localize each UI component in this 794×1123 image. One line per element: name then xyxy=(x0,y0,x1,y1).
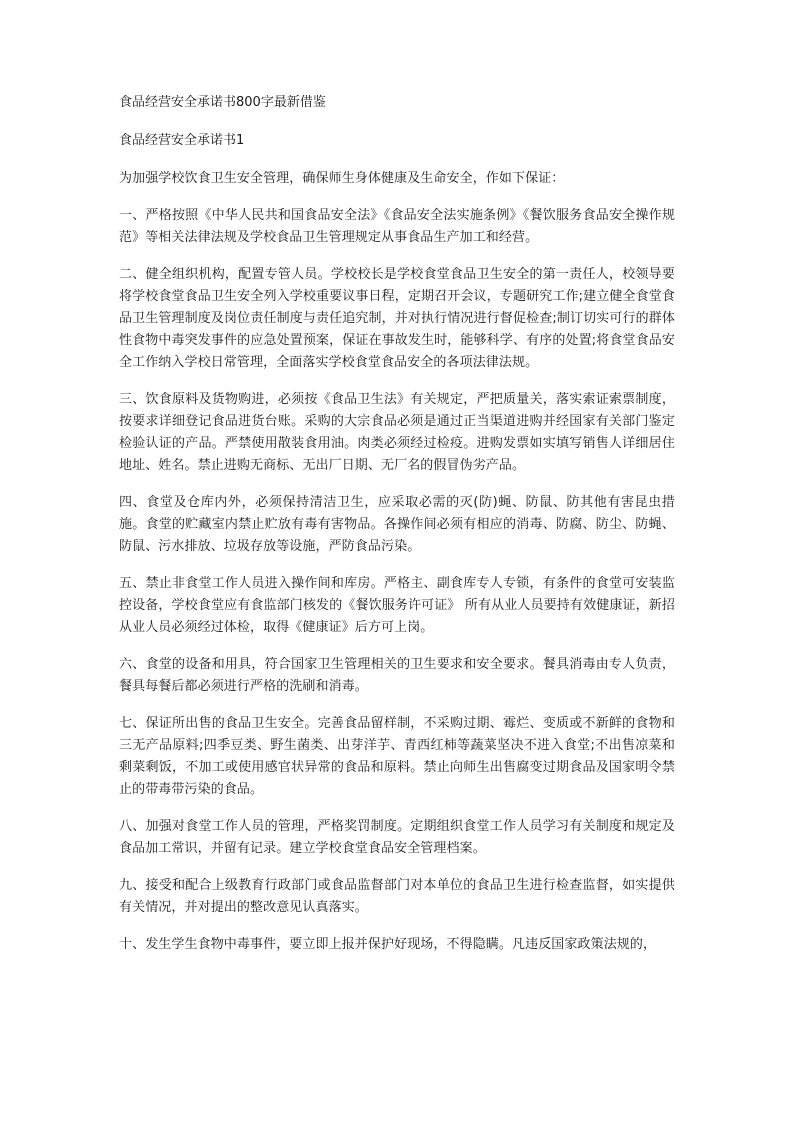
clause-7-paragraph: 七、保证所出售的食品卫生安全。完善食品留样制，不采购过期、霉烂、变质或不新鲜的食物和三无产品原料;四季豆类、野生菌类、出芽洋芋、青西红柿等蔬菜坚决不进入食堂;不出售凉菜和剩菜剩饭，不加工或使用感官状异常的食品和原料。禁止向师生出售腐变过期食品及国家明令禁止的带毒带污染的食品。 xyxy=(119,716,675,797)
clause-6-paragraph: 六、食堂的设备和用具，符合国家卫生管理相关的卫生要求和安全要求。餐具消毒由专人负责，餐具每餐后都必须进行严格的洗刷和消毒。 xyxy=(119,657,675,694)
clause-4-paragraph: 四、食堂及仓库内外，必须保持清洁卫生，应采取必需的灭(防)蝇、防鼠、防其他有害昆虫措施。食堂的贮藏室内禁止贮放有毒有害物品。各操作间必须有相应的消毒、防腐、防尘、防蝇、防鼠、污水排放、垃圾存放等设施，严防食品污染。 xyxy=(119,495,675,554)
clause-3-paragraph: 三、饮食原料及货物购进，必须按《食品卫生法》有关规定，严把质量关，落实索证索票制度，按要求详细登记食品进货台账。采购的大宗食品必须是通过正当渠道进购并经国家有关部门鉴定检验认证的产品。严禁使用散装食用油。肉类必须经过检疫。进购发票如实填写销售人详细居住地址、姓名。禁止进购无商标、无出厂日期、无厂名的假冒伪劣产品。 xyxy=(119,392,675,473)
clause-5-paragraph: 五、禁止非食堂工作人员进入操作间和库房。严格主、副食库专人专锁，有条件的食堂可安装监控设备，学校食堂应有食监部门核发的《餐饮服务许可证》 所有从业人员要持有效健康证，新招从业人员必须经过体检，取得《健康证》后方可上岗。 xyxy=(119,576,675,635)
intro-paragraph: 为加强学校饮食卫生安全管理，确保师生身体健康及生命安全，作如下保证： xyxy=(119,171,565,186)
document-title: 食品经营安全承诺书800字最新借鉴 xyxy=(119,95,326,110)
clause-1-paragraph: 一、严格按照《中华人民共和国食品安全法》《食品安全法实施条例》《餐饮服务食品安全操作规范》等相关法律法规及学校食品卫生管理规定从事食品生产加工和经营。 xyxy=(119,208,675,245)
clause-8-paragraph: 八、加强对食堂工作人员的管理，严格奖罚制度。定期组织食堂工作人员学习有关制度和规定及食品加工常识，并留有记录。建立学校食堂食品安全管理档案。 xyxy=(119,819,675,856)
clause-2-paragraph: 二、健全组织机构，配置专管人员。学校校长是学校食堂食品卫生安全的第一责任人，校领导要将学校食堂食品卫生安全列入学校重要议事日程，定期召开会议，专题研究工作;建立健全食堂食品卫生管理制度及岗位责任制度与责任追究制，并对执行情况进行督促检查;制订切实可行的群体性食物中毒突发事件的应急处置预案，保证在事故发生时，能够科学、有序的处置;将食堂食品安全工作纳入学校日常管理，全面落实学校食堂食品安全的各项法律法规。 xyxy=(119,267,675,370)
document-page xyxy=(119,92,675,971)
section-title: 食品经营安全承诺书1 xyxy=(119,133,245,148)
clause-9-paragraph: 九、接受和配合上级教育行政部门或食品监督部门对本单位的食品卫生进行检查监督，如实提供有关情况，并对提出的整改意见认真落实。 xyxy=(119,878,675,915)
clause-10-paragraph: 十、发生学生食物中毒事件，要立即上报并保护好现场，不得隐瞒。凡违反国家政策法规的， xyxy=(119,937,657,952)
